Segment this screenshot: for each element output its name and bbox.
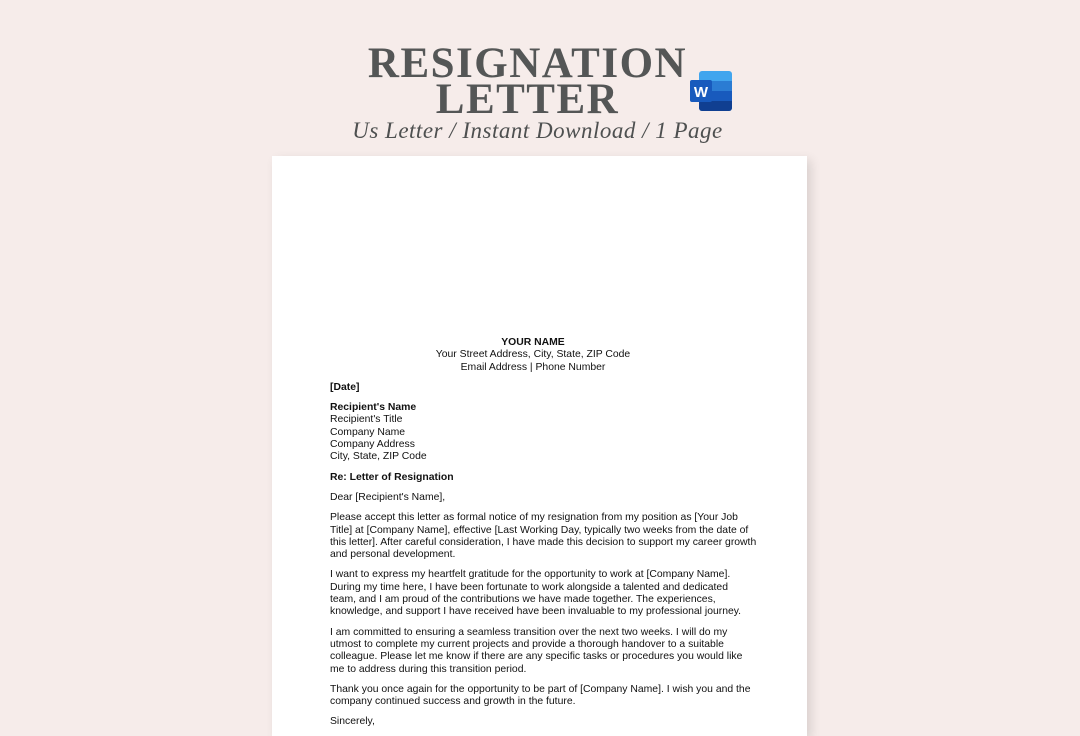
paragraph-1 <box>330 512 757 561</box>
paragraph-line: company continued success and growth in the future. <box>330 696 576 708</box>
paragraph-line: this letter]. After careful consideration, I have made this decision to support my career growth <box>330 536 757 548</box>
paragraph-line: I am committed to ensuring a seamless transition over the next two weeks. I will do my <box>330 626 728 638</box>
word-icon <box>689 70 733 112</box>
recipient-title: Recipient's Title <box>330 414 403 426</box>
title-line-2: LETTER <box>435 76 620 123</box>
paragraph-line: Title] at [Company Name], effective [Last Working Day, typically two weeks from the date of <box>330 524 749 536</box>
paragraph-4 <box>330 684 750 709</box>
sender-address: Your Street Address, City, State, ZIP Code <box>435 349 631 361</box>
paragraph-3 <box>330 627 750 676</box>
salutation: Dear [Recipient's Name], <box>330 491 446 503</box>
sender-contact: Email Address | Phone Number <box>460 361 606 373</box>
paragraph-2 <box>330 569 750 618</box>
recipient-name: Recipient's Name <box>330 402 417 414</box>
paragraph-line: and personal development. <box>330 549 456 561</box>
word-icon-letter: W <box>693 84 709 101</box>
paragraph-line: Thank you once again for the opportunity to be part of [Company Name]. I wish you and the <box>330 683 751 695</box>
paragraph-line: Please accept this letter as formal notice of my resignation from my position as [Your Job <box>330 512 738 524</box>
paragraph-line: I want to express my heartfelt gratitude for the opportunity to work at [Company Name]. <box>330 569 731 581</box>
paragraph-line: me to address during this transition period. <box>330 663 527 675</box>
paragraph-line: knowledge, and support I have received have been invaluable to my professional journey. <box>330 606 742 618</box>
title-line-1: RESIGNATION <box>367 40 688 87</box>
paragraph-line: colleague. Please let me know if there are any specific tasks or procedures you would like <box>330 651 743 663</box>
paragraph-line: utmost to complete my current projects and provide a thorough handover to a suitable <box>330 638 724 650</box>
letter-date: [Date] <box>330 381 360 393</box>
closing: Sincerely, <box>330 716 375 728</box>
paragraph-line: team, and I am proud of the contributions we have made together. The experiences, <box>330 594 716 606</box>
recipient-city: City, State, ZIP Code <box>330 451 427 463</box>
sender-name: YOUR NAME <box>501 337 565 348</box>
recipient-company: Company Name <box>330 426 406 438</box>
paragraph-line: During my time here, I have been fortunate to work alongside a talented and dedicated <box>330 581 728 593</box>
recipient-address: Company Address <box>330 439 415 451</box>
letter-body <box>330 337 757 729</box>
subtitle: Us Letter / Instant Download / 1 Page <box>352 118 723 143</box>
subject-line: Re: Letter of Resignation <box>330 471 454 483</box>
